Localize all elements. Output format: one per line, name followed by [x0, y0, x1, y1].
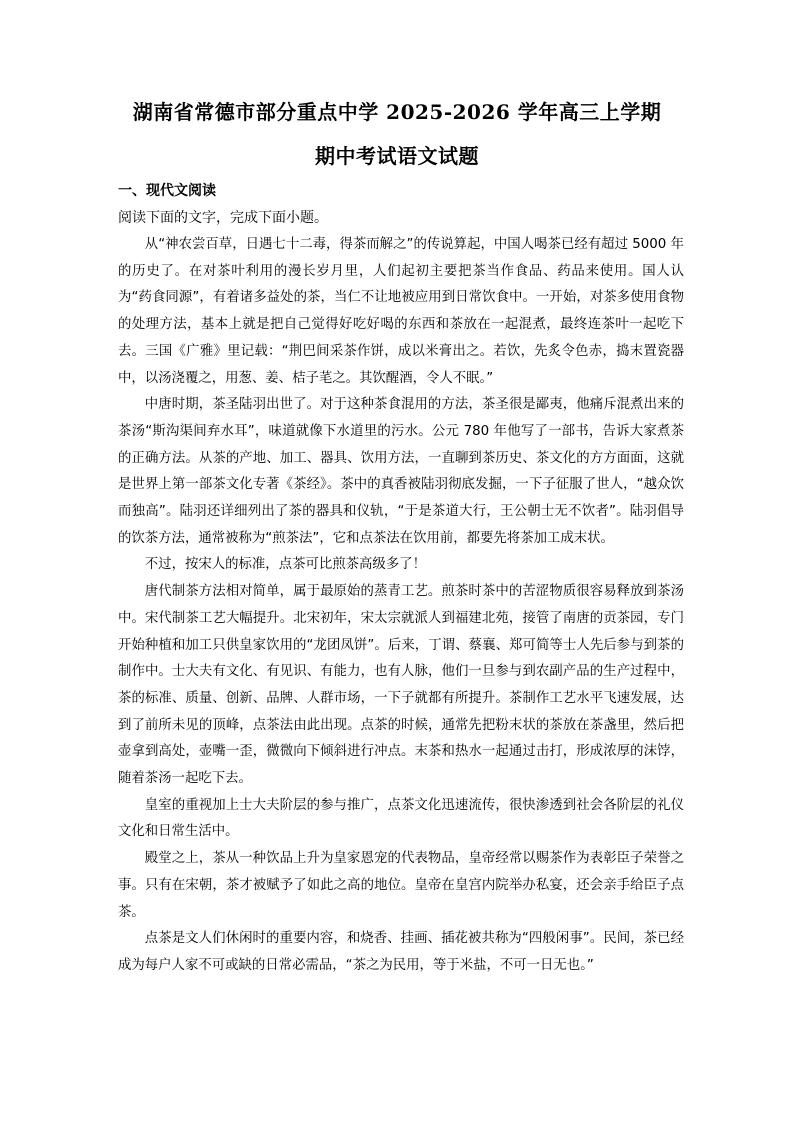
paragraph: 从“神农尝百草，日遇七十二毒，得茶而解之”的传说算起，中国人喝茶已经有超过 5000 年的历史了。在对茶叶利用的漫长岁月里，人们起初主要把茶当作食品、药品来使用。国人认为“药食同源”，有着诸多益处的茶，当仁不让地被应用到日常饮食中。一开始，对茶多使用食物的处理方法，基本上就是把自己觉得好吃好喝的东西和茶放在一起混煮，最终连茶叶一起吃下去。三国《广雅》里记载：“荆巴间采茶作饼，成以米膏出之。若饮，先炙令色赤，捣末置瓷器中，以汤浇覆之，用葱、姜、桔子芼之。其饮醒酒，令人不眠。”: [118, 237, 684, 386]
reading-passage: [118, 232, 684, 980]
paragraph: 点茶是文人们休闲时的重要内容，和烧香、挂画、插花被共称为“四般闲事”。民间，茶已经成为每户人家不可或缺的日常必需品，“茶之为民用，等于米盐，不可一日无也。”: [118, 931, 684, 973]
section-heading: 一、现代文阅读: [118, 183, 216, 199]
document-title-line1: 湖南省常德市部分重点中学 2025-2026 学年高三上学期: [132, 100, 662, 124]
paragraph: 唐代制茶方法相对简单，属于最原始的蒸青工艺。煎茶时茶中的苦涩物质很容易释放到茶汤中。宋代制茶工艺大幅提升。北宋初年，宋太宗就派人到福建北苑，接管了南唐的贡茶园，专门开始种植和加工只供皇家饮用的“龙团凤饼”。后来，丁谓、蔡襄、郑可简等士人先后参与到茶的制作中。士大夫有文化、有见识、有能力，也有人脉，他们一旦参与到农副产品的生产过程中，茶的标准、质量、创新、品牌、人群市场，一下子就都有所提升。茶制作工艺水平飞速发展，达到了前所未见的顶峰，点茶法由此出现。点茶的时候，通常先把粉末状的茶放在茶盏里，然后把壶拿到高处，壶嘴一歪，微微向下倾斜进行冲点。末茶和热水一起通过击打，形成浓厚的沫饽，随着茶汤一起吃下去。: [118, 584, 684, 787]
paragraph: 不过，按宋人的标准，点茶可比煎茶高级多了！: [144, 557, 426, 573]
instruction-text: 阅读下面的文字，完成下面小题。: [118, 210, 328, 226]
paragraph: 皇室的重视加上士大夫阶层的参与推广，点茶文化迅速流传，很快渗透到社会各阶层的礼仪文化和日常生活中。: [118, 797, 684, 840]
paragraph: 中唐时期，茶圣陆羽出世了。对于这种茶食混用的方法，茶圣很是鄙夷，他痛斥混煮出来的茶汤“斯沟渠间弃水耳”，味道就像下水道里的污水。公元 780 年他写了一部书，告诉大家煮茶的正确方法。从茶的产地、加工、器具、饮用方法，一直聊到茶历史、茶文化的方方面面，这就是世界上第一部茶文化专著《茶经》。茶中的真香被陆羽彻底发掘，一下子征服了世人，“越众饮而独高”。陆羽还详细列出了茶的器具和仪轨，“于是茶道大行，王公朝士无不饮者”。陆羽倡导的饮茶方法，通常被称为“煎茶法”，它和点茶法在饮用前，都要先将茶加工成末状。: [118, 397, 684, 546]
paragraph: 殿堂之上，茶从一种饮品上升为皇家恩宠的代表物品，皇帝经常以赐茶作为表彰臣子荣誉之事。只有在宋朝，茶才被赋予了如此之高的地位。皇帝在皇宫内院举办私宴，还会亲手给臣子点茶。: [118, 851, 684, 920]
document-title-line2: 期中考试语文试题: [315, 144, 479, 168]
